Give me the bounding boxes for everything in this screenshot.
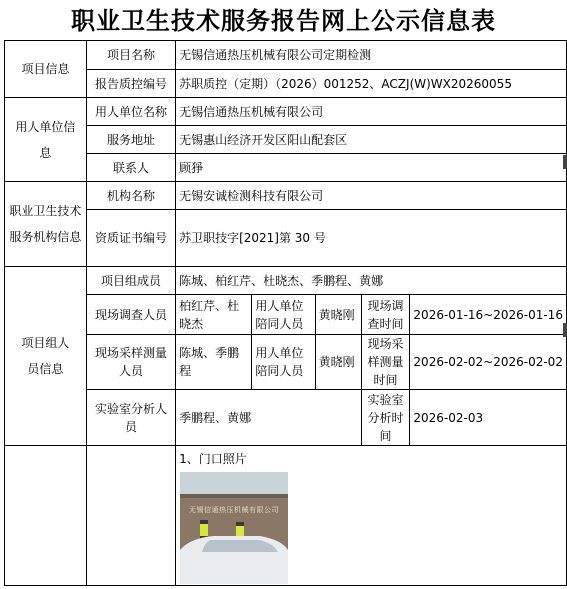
section-staff-info bbox=[5, 267, 87, 446]
label-survey: 现场调查人员 bbox=[86, 295, 175, 335]
row-report-no bbox=[5, 70, 567, 98]
section-project-info: 项目信息 bbox=[5, 41, 87, 98]
value-employer-name: 无锡信通热压机械有限公司 bbox=[176, 98, 567, 126]
value-sampling-escort: 黄晓刚 bbox=[315, 335, 361, 390]
page-edge-marker-upper bbox=[563, 155, 567, 169]
photo-label-blank bbox=[86, 446, 175, 586]
section-agency-info-text: 职业卫生技术服务机构信息 bbox=[9, 204, 82, 244]
value-lab-time: 2026-02-03 bbox=[410, 390, 567, 446]
label-sampling-escort: 用人单位陪同人员 bbox=[252, 335, 315, 390]
row-lab bbox=[5, 390, 567, 446]
label-employer-name: 用人单位名称 bbox=[86, 98, 175, 126]
photo-cell bbox=[176, 446, 567, 586]
value-lab: 季鹏程、黄娜 bbox=[176, 390, 361, 446]
value-survey: 柏红芹、杜晓杰 bbox=[176, 295, 252, 335]
section-employer-info-text: 用人单位信息 bbox=[15, 119, 76, 160]
row-org-name bbox=[5, 182, 567, 210]
page-title: 职业卫生技术服务报告网上公示信息表 bbox=[71, 6, 496, 35]
row-employer-name bbox=[5, 98, 567, 126]
label-report-no: 报告质控编号 bbox=[86, 70, 175, 98]
vest-left bbox=[200, 524, 208, 536]
photo-section-blank bbox=[5, 446, 87, 586]
value-contact: 顾猙 bbox=[176, 154, 567, 182]
label-survey-escort: 用人单位陪同人员 bbox=[252, 295, 315, 335]
value-service-address: 无锡惠山经济开发区阳山配套区 bbox=[176, 126, 567, 154]
label-members: 项目组成员 bbox=[86, 267, 175, 295]
label-survey-time: 现场调查时间 bbox=[361, 295, 410, 335]
value-members: 陈城、柏红芹、杜晓杰、季鹏程、黄娜 bbox=[176, 267, 567, 295]
value-sampling: 陈城、季鹏程 bbox=[176, 335, 252, 390]
value-cert-no: 苏卫职技字[2021]第 30 号 bbox=[176, 210, 567, 267]
row-cert-no bbox=[5, 210, 567, 267]
label-sampling: 现场采样测量人员 bbox=[86, 335, 175, 390]
label-service-address: 服务地址 bbox=[86, 126, 175, 154]
label-lab: 实验室分析人员 bbox=[86, 390, 175, 446]
value-report-no: 苏职质控（定期）（2026）001252、ACZJ(W)WX20260055 bbox=[176, 70, 567, 98]
disclosure-table bbox=[4, 40, 567, 586]
row-survey bbox=[5, 295, 567, 335]
section-employer-info bbox=[5, 98, 87, 182]
row-sampling bbox=[5, 335, 567, 390]
label-cert-no: 资质证书编号 bbox=[86, 210, 175, 267]
label-org-name: 机构名称 bbox=[86, 182, 175, 210]
photo-caption: 1、门口照片 bbox=[179, 452, 247, 466]
value-org-name: 无锡安诚检测科技有限公司 bbox=[176, 182, 567, 210]
photo-wall-top bbox=[180, 494, 288, 498]
gate-photo bbox=[180, 472, 288, 584]
label-project-name: 项目名称 bbox=[86, 41, 175, 70]
label-lab-time: 实验室分析时间 bbox=[361, 390, 410, 446]
value-survey-time: 2026-01-16~2026-01-16 bbox=[410, 295, 567, 335]
label-contact: 联系人 bbox=[86, 154, 175, 182]
row-photos bbox=[5, 446, 567, 586]
gate-sign-text: 无锡信通热压机械有限公司 bbox=[189, 506, 280, 514]
row-contact bbox=[5, 154, 567, 182]
section-agency-info bbox=[5, 182, 87, 267]
row-project-name bbox=[5, 41, 567, 70]
row-members bbox=[5, 267, 567, 295]
value-sampling-time: 2026-02-02~2026-02-02 bbox=[410, 335, 567, 390]
page-edge-marker-lower bbox=[563, 323, 567, 337]
value-project-name: 无锡信通热压机械有限公司定期检测 bbox=[176, 41, 567, 70]
label-sampling-time: 现场采样测量时间 bbox=[361, 335, 410, 390]
section-staff-info-text: 项目组人员信息 bbox=[21, 336, 70, 376]
value-survey-escort: 黄晓刚 bbox=[315, 295, 361, 335]
vest-right bbox=[236, 526, 244, 537]
row-service-address bbox=[5, 126, 567, 154]
